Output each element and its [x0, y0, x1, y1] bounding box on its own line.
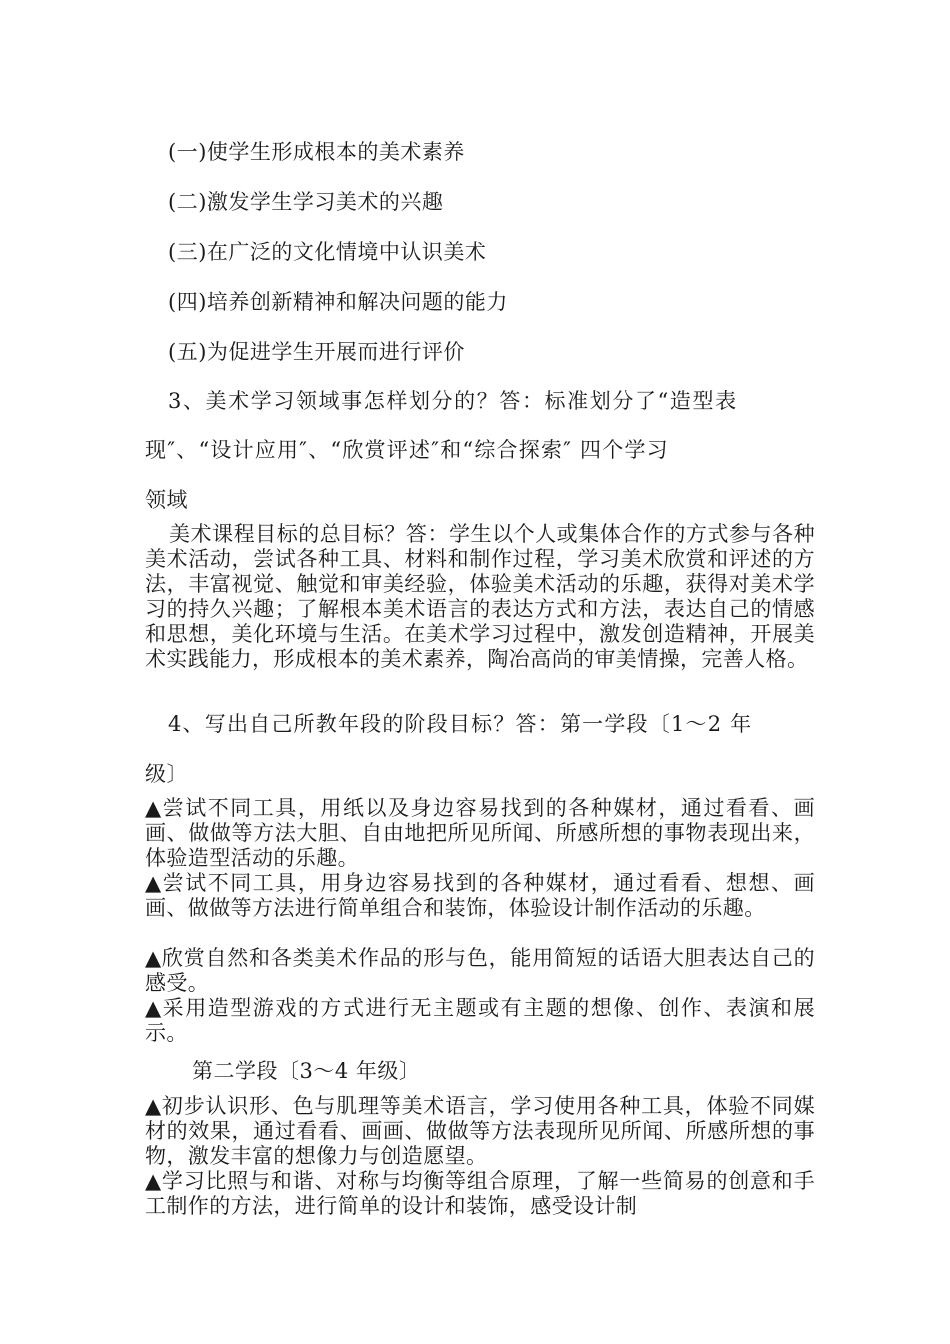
question-3-line-2: 现″、“设计应用″、“欣赏评述″和“综合探索″ 四个学习 — [145, 438, 669, 462]
stage-2-heading: 第二学段〔3～4 年级〕 — [192, 1059, 421, 1083]
list-item-4: (四)培养创新精神和解决问题的能力 — [168, 290, 508, 314]
question-4-line-2: 级〕 — [145, 762, 188, 786]
list-item-3: (三)在广泛的文化情境中认识美术 — [168, 240, 487, 264]
question-3-line-1: 3、美术学习领域事怎样划分的？答：标准划分了“造型表 — [168, 389, 738, 413]
stage-1-bullet-3: ▲欣赏自然和各类美术作品的形与色，能用简短的话语大胆表达自己的感受。 — [145, 946, 815, 995]
list-item-5: (五)为促进学生开展而进行评价 — [168, 340, 465, 364]
stage-1-bullet-2: ▲尝试不同工具，用身边容易找到的各种媒材，通过看看、想想、画画、做做等方法进行简单组合和装饰，体验设计制作活动的乐趣。 — [145, 871, 815, 920]
question-3-line-3: 领域 — [145, 488, 188, 512]
stage-2-bullet-2: ▲学习比照与和谐、对称与均衡等组合原理，了解一些简易的创意和手工制作的方法，进行简单的设计和装饰，感受设计制 — [145, 1169, 815, 1218]
stage-1-bullet-4: ▲采用造型游戏的方式进行无主题或有主题的想像、创作、表演和展示。 — [145, 996, 815, 1045]
stage-1-bullet-1: ▲尝试不同工具，用纸以及身边容易找到的各种媒材，通过看看、画画、做做等方法大胆、自由地把所见所闻、所感所想的事物表现出来，体验造型活动的乐趣。 — [145, 796, 815, 870]
list-item-2: (二)激发学生学习美术的兴趣 — [168, 190, 444, 214]
list-item-1: (一)使学生形成根本的美术素养 — [168, 140, 465, 164]
stage-2-bullet-1: ▲初步认识形、色与肌理等美术语言，学习使用各种工具，体验不同媒材的效果，通过看看、画画、做做等方法表现所见所闻、所感所想的事物，激发丰富的想像力与创造愿望。 — [145, 1094, 815, 1168]
course-goal-paragraph: 美术课程目标的总目标？答：学生以个人或集体合作的方式参与各种美术活动，尝试各种工具、材料和制作过程，学习美术欣赏和评述的方法，丰富视觉、触觉和审美经验，体验美术活动的乐趣，获得对美术学习的持久兴趣；了解根本美术语言的表达方式和方法，表达自己的情感和思想，美化环境与生活。在美术学习过程中，激发创造精神，开展美术实践能力，形成根本的美术素养，陶冶高尚的审美情操，完善人格。 — [145, 522, 815, 671]
question-4-line-1: 4、写出自己所教年段的阶段目标？答：第一学段〔1～2 年 — [168, 712, 753, 736]
